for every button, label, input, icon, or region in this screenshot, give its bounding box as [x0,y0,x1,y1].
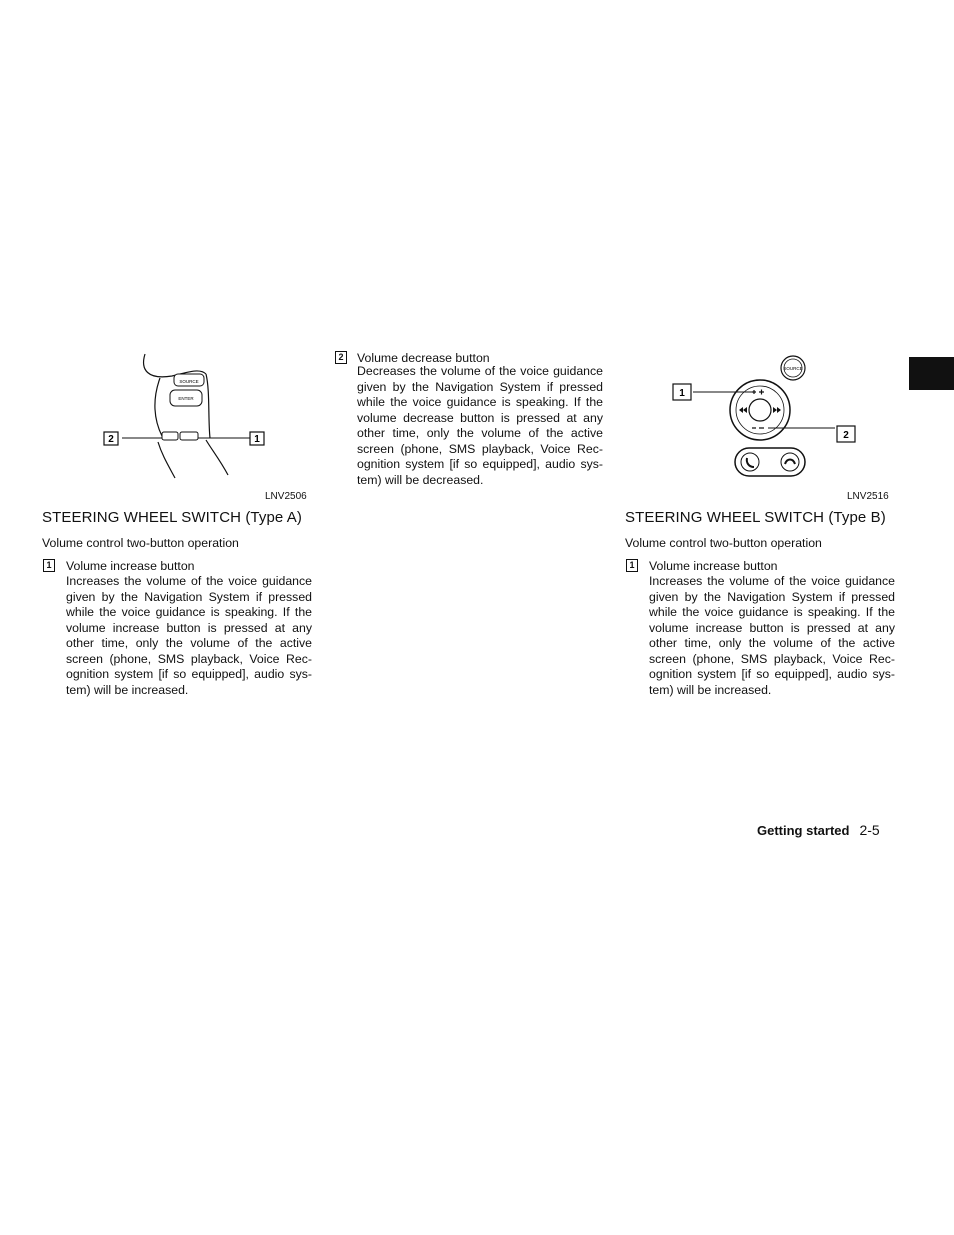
source-label: SOURCE [179,379,199,384]
body-line: ognition system [if so equipped], audio sys- [649,667,895,681]
subheading-left: Volume control two-button operation [42,536,239,550]
item-body-volume-decrease [357,364,603,488]
figure-steering-switch-type-a [100,350,270,480]
page-footer [757,822,880,838]
callout-2-b: 2 [843,430,849,441]
body-line: Increases the volume of the voice guidance [66,574,312,588]
body-line: volume increase button is pressed at any [66,620,312,635]
subheading-right: Volume control two-button operation [625,536,822,550]
item-body-volume-increase-left [66,574,312,698]
item-title-volume-decrease: Volume decrease button [357,351,490,365]
body-line: ognition system [if so equipped], audio sys- [66,667,312,681]
section-tab [909,357,954,390]
body-line: while the voice guidance is speaking. If the [66,605,312,619]
item-number-1-left: 1 [43,559,55,572]
source-label-b: SOURCE [783,366,803,371]
body-line: given by the Navigation System if pressed [66,589,312,604]
body-line: tem) will be increased. [66,682,189,697]
heading-type-a: STEERING WHEEL SWITCH (Type A) [42,509,302,526]
body-line: ognition system [if so equipped], audio sys- [357,457,603,471]
body-line: other time, only the volume of the active [357,426,603,440]
heading-type-b: STEERING WHEEL SWITCH (Type B) [625,509,886,526]
body-line: tem) will be decreased. [357,472,484,487]
body-line: screen (phone, SMS playback, Voice Rec- [649,651,895,666]
body-line: given by the Navigation System if pressed [649,589,895,604]
page-number: 2-5 [859,822,880,838]
callout-1: 1 [254,434,260,445]
body-line: screen (phone, SMS playback, Voice Rec- [357,441,603,456]
item-number-2: 2 [335,351,347,364]
item-body-volume-increase-right [649,574,895,698]
body-line: tem) will be increased. [649,682,772,697]
enter-label: ENTER [178,396,194,401]
callout-2: 2 [108,434,114,445]
body-line: Increases the volume of the voice guidance [649,574,895,588]
body-line: while the voice guidance is speaking. If the [649,605,895,619]
figure-steering-switch-type-b [670,350,860,480]
body-line: volume decrease button is pressed at any [357,410,603,425]
body-line: other time, only the volume of the active [649,636,895,650]
item-number-1-right: 1 [626,559,638,572]
body-line: given by the Navigation System if pressed [357,379,603,394]
item-title-volume-increase-left: Volume increase button [66,559,195,573]
body-line: other time, only the volume of the active [66,636,312,650]
figure-code-left: LNV2506 [265,491,307,502]
footer-section-title: Getting started [757,823,850,838]
body-line: while the voice guidance is speaking. If the [357,395,603,409]
item-title-volume-increase-right: Volume increase button [649,559,778,573]
body-line: volume increase button is pressed at any [649,620,895,635]
figure-code-right: LNV2516 [847,491,889,502]
callout-1-b: 1 [679,388,685,399]
body-line: Decreases the volume of the voice guidance [357,364,603,378]
body-line: screen (phone, SMS playback, Voice Rec- [66,651,312,666]
